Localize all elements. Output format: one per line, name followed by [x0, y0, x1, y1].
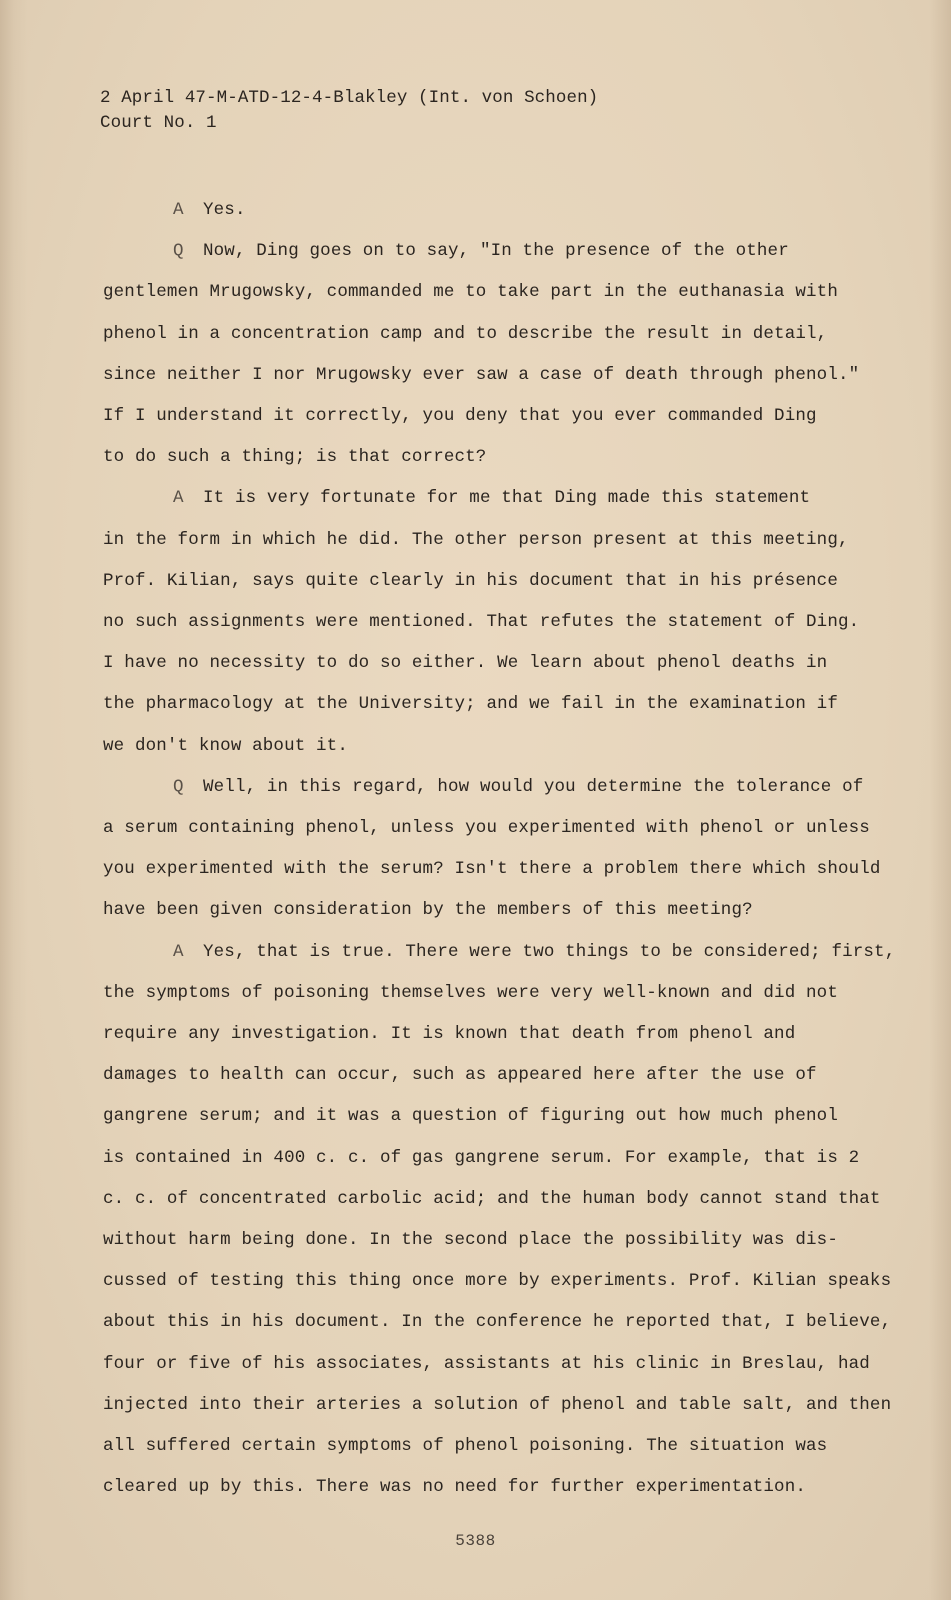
text-line: c. c. of concentrated carbolic acid; and the human body cannot stand that [103, 1188, 881, 1209]
text-line-content: Yes, that is true. There were two things to be considered; first, [203, 941, 896, 962]
text-line [103, 932, 896, 973]
text-line: damages to health can occur, such as appeared here after the use of [103, 1065, 817, 1086]
speaker-label: A [173, 941, 184, 962]
text-line-content: It is very fortunate for me that Ding made this statement [203, 488, 811, 509]
text-line: require any investigation. It is known that death from phenol and [103, 1024, 796, 1045]
text-line: Prof. Kilian, says quite clearly in his document that in his présence [103, 570, 838, 591]
text-line: the pharmacology at the University; and we fail in the examination if [103, 694, 838, 715]
text-line: have been given consideration by the members of this meeting? [103, 900, 753, 921]
question-paragraph [103, 767, 881, 932]
text-line-content: Now, Ding goes on to say, "In the presence of the other [203, 241, 789, 262]
speaker-label: A [173, 488, 184, 509]
text-line: you experimented with the serum? Isn't there a problem there which should [103, 859, 881, 880]
text-line: since neither I nor Mrugowsky ever saw a case of death through phenol." [103, 364, 860, 385]
text-line: cleared up by this. There was no need for further experimentation. [103, 1477, 807, 1498]
text-line: a serum containing phenol, unless you experimented with phenol or unless [103, 818, 870, 839]
answer-paragraph [103, 478, 863, 766]
text-line: is contained in 400 c. c. of gas gangrene serum. For example, that is 2 [103, 1147, 860, 1168]
document-header [100, 86, 598, 136]
text-line: without harm being done. In the second place the possibility was dis- [103, 1230, 838, 1251]
text-line: If I understand it correctly, you deny that you ever commanded Ding [103, 406, 817, 427]
text-line: phenol in a concentration camp and to describe the result in detail, [103, 323, 828, 344]
text-line [103, 231, 863, 272]
text-line: cussed of testing this thing once more by experiments. Prof. Kilian speaks [103, 1271, 892, 1292]
speaker-label: Q [173, 241, 184, 262]
text-line: gangrene serum; and it was a question of figuring out how much phenol [103, 1106, 838, 1127]
text-line: gentlemen Mrugowsky, commanded me to take part in the euthanasia with [103, 282, 838, 303]
answer-paragraph [103, 932, 896, 1509]
text-line: injected into their arteries a solution of phenol and table salt, and then [103, 1394, 892, 1415]
text-line: I have no necessity to do so either. We learn about phenol deaths in [103, 653, 828, 674]
text-line: in the form in which he did. The other person present at this meeting, [103, 529, 849, 550]
text-line: Yes. [203, 200, 246, 220]
text-line: all suffered certain symptoms of phenol poisoning. The situation was [103, 1436, 828, 1457]
text-line: four or five of his associates, assistants at his clinic in Breslau, had [103, 1353, 870, 1374]
question-paragraph [103, 231, 863, 478]
answer-paragraph [103, 190, 863, 231]
speaker-label: Q [173, 776, 184, 797]
page-number: 5388 [455, 1532, 496, 1550]
text-line: no such assignments were mentioned. That refutes the statement of Ding. [103, 612, 860, 633]
text-line [103, 767, 863, 808]
header-reference-line: 2 April 47-M-ATD-12-4-Blakley (Int. von Schoen) [100, 88, 599, 108]
text-line: the symptoms of poisoning themselves were very well-known and did not [103, 982, 838, 1003]
text-line: about this in his document. In the conference he reported that, I believe, [103, 1312, 892, 1333]
text-line: to do such a thing; is that correct? [103, 447, 487, 468]
header-court-line: Court No. 1 [100, 113, 217, 133]
speaker-label: A [173, 200, 184, 220]
text-line [103, 478, 863, 519]
text-line-content: Well, in this regard, how would you determine the tolerance of [203, 776, 864, 797]
text-line: we don't know about it. [103, 735, 348, 756]
transcript-body [103, 190, 896, 1509]
